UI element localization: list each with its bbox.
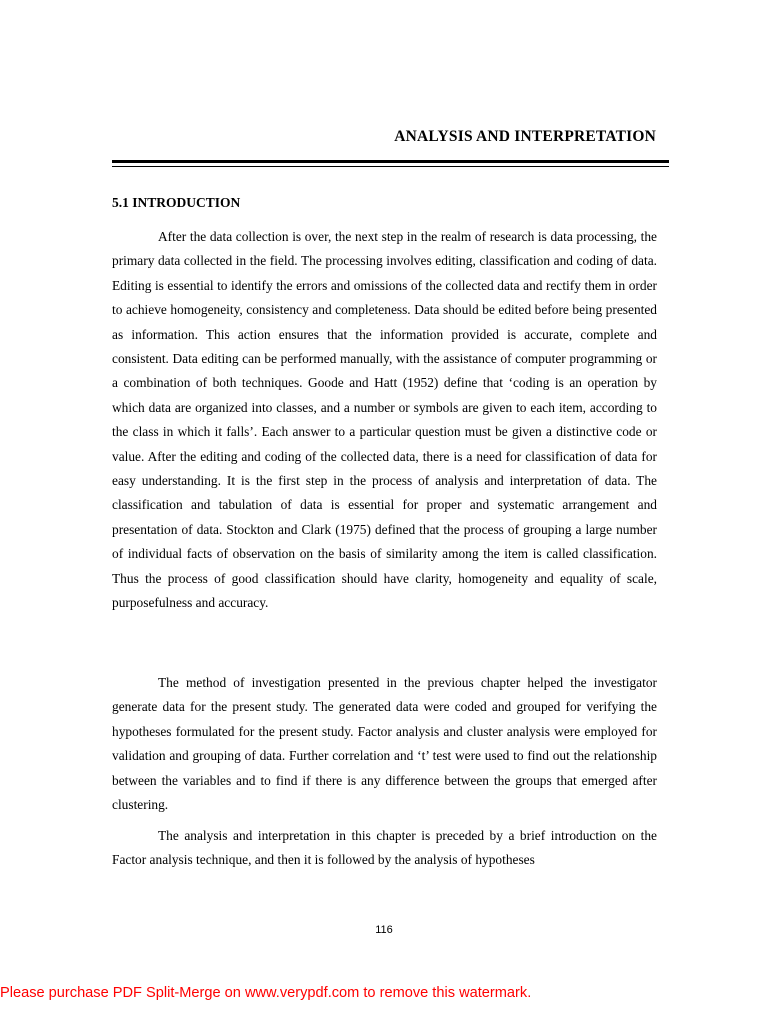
watermark-text: Please purchase PDF Split-Merge on www.verypdf.com to remove this watermark. xyxy=(0,985,532,1001)
body-paragraph-2 xyxy=(112,671,657,817)
body-paragraph-1 xyxy=(112,225,657,616)
paragraph-text: The analysis and interpretation in this chapter is preceded by a brief introduction on the Factor analysis technique, and then it is followed by the analysis of hypotheses xyxy=(112,828,657,868)
title-rule-thin xyxy=(112,166,669,167)
body-paragraph-3 xyxy=(112,824,657,873)
paragraph-text: The method of investigation presented in the previous chapter helped the investigator generate data for the present study. The generated data were coded and grouped for verifying the hypotheses formulated for the present study. Factor analysis and cluster analysis were employed for validation and grouping of data. Further correlation and ‘t’ test were used to find out the relationship between the variables and to find if there is any difference between the groups that emerged after clustering. xyxy=(112,675,657,813)
title-rule-thick xyxy=(112,160,669,163)
page-number: 116 xyxy=(375,924,393,936)
section-heading: 5.1 INTRODUCTION xyxy=(112,195,241,210)
chapter-title: ANALYSIS AND INTERPRETATION xyxy=(394,128,656,145)
paragraph-text: After the data collection is over, the next step in the realm of research is data processing, the primary data collected in the field. The processing involves editing, classification and coding of data. Editing is essential to identify the errors and omissions of the collected data and rectify them in order to achieve homogeneity, consistency and completeness. Data should be edited before being presented as information. This action ensures that the information provided is accurate, complete and consistent. Data editing can be performed manually, with the assistance of computer programming or a combination of both techniques. Goode and Hatt (1952) define that ‘coding is an operation by which data are organized into classes, and a number or symbols are given to each item, according to the class in which it falls’. Each answer to a particular question must be given a distinctive code or value. After the editing and coding of the collected data, there is a need for classification of data for easy understanding. It is the first step in the process of analysis and interpretation of data. The classification and tabulation of data is essential for proper and systematic arrangement and presentation of data. Stockton and Clark (1975) defined that the process of grouping a large number of individual facts of observation on the basis of similarity among the item is called classification. Thus the process of good classification should have clarity, homogeneity and equality of scale, purposefulness and accuracy. xyxy=(112,229,657,611)
